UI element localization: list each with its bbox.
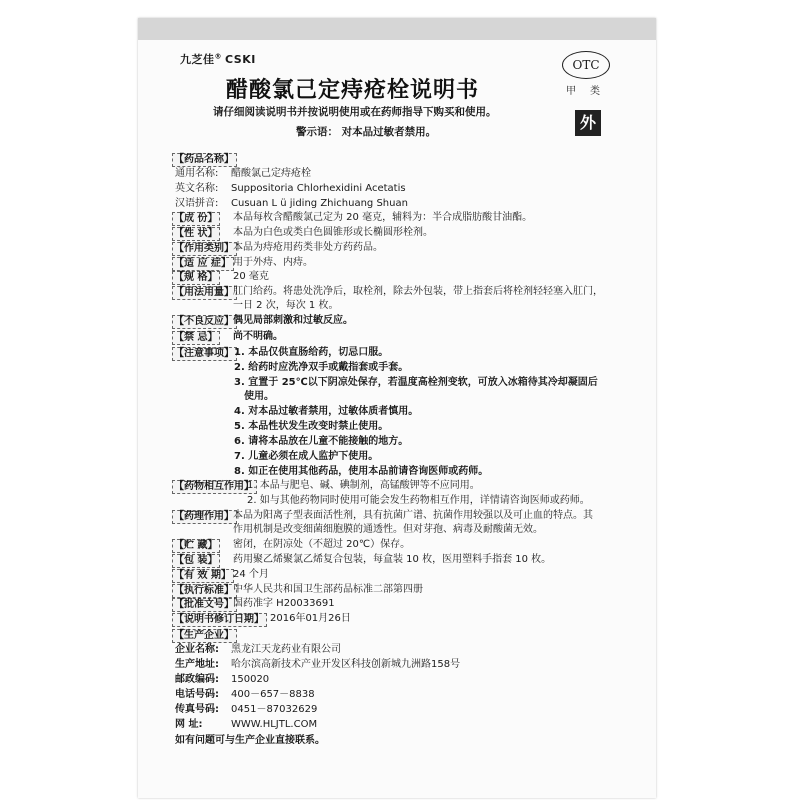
address-label: 生产地址: — [175, 659, 219, 670]
precaution-item-cont: 使用。 — [244, 391, 274, 402]
storage-label: 【贮 藏】 — [172, 539, 220, 553]
company-value: 黑龙江天龙药业有限公司 — [231, 644, 341, 655]
english-name-value: Suppositoria Chlorhexidini Acetatis — [231, 183, 406, 194]
postcode-value: 150020 — [231, 674, 270, 685]
composition-value: 本品每枚含醋酸氯己定为 20 毫克，辅料为：半合成脂肪酸甘油酯。 — [233, 212, 533, 223]
revision-value: 2016年01月26日 — [270, 613, 351, 624]
indication-label: 【适 应 症】 — [172, 257, 234, 271]
usage-line-2: 一日 2 次，每次 1 枚。 — [233, 300, 339, 311]
appearance-value: 本品为白色或类白色圆锥形或长椭圆形栓剂。 — [233, 227, 433, 238]
otc-class-label: 甲类 — [566, 86, 614, 97]
pinyin-label: 汉语拼音: — [175, 198, 219, 209]
standard-label: 【执行标准】 — [172, 584, 237, 598]
storage-value: 密闭，在阴凉处（不超过 20℃）保存。 — [233, 539, 411, 550]
category-value: 本品为痔疮用药类非处方药药品。 — [233, 242, 383, 253]
contra-value: 尚不明确。 — [233, 331, 283, 342]
page-title: 醋酸氯己定痔疮栓说明书 — [226, 78, 480, 103]
drug-name-header: 【药品名称】 — [172, 153, 237, 167]
interaction-item: 1. 本品与肥皂、碱、碘制剂，高锰酸钾等不应同用。 — [247, 480, 480, 491]
manufacturer-header: 【生产企业】 — [172, 629, 237, 643]
approval-value: 国药准字 H20033691 — [233, 598, 335, 609]
english-name-label: 英文名称: — [175, 183, 219, 194]
spec-label: 【规 格】 — [172, 271, 220, 285]
address-value: 哈尔滨高新技术产业开发区科技创新城九洲路158号 — [231, 659, 461, 670]
precaution-item: 6. 请将本品放在儿童不能接触的地方。 — [234, 436, 409, 447]
standard-value: 中华人民共和国卫生部药品标准二部第四册 — [233, 584, 423, 595]
approval-label: 【批准文号】 — [172, 598, 237, 612]
appearance-label: 【性 状】 — [172, 227, 220, 241]
fax-label: 传真号码: — [175, 704, 219, 715]
phone-value: 400－657－8838 — [231, 689, 315, 700]
adverse-label: 【不良反应】 — [172, 315, 237, 329]
revision-label: 【说明书修订日期】 — [172, 613, 267, 627]
package-value: 药用聚乙烯聚氯乙烯复合包装，每盒装 10 枚，医用塑料手指套 10 枚。 — [233, 554, 552, 565]
generic-name-label: 通用名称: — [175, 168, 219, 179]
spec-value: 20 毫克 — [233, 271, 269, 282]
otc-badge: OTC — [562, 51, 610, 79]
instruction-line: 请仔细阅读说明书并按说明使用或在药师指导下购买和使用。 — [213, 106, 497, 118]
website-value: WWW.HLJTL.COM — [231, 719, 318, 730]
composition-label: 【成 份】 — [172, 212, 220, 226]
package-label: 【包 装】 — [172, 554, 220, 568]
company-label: 企业名称: — [175, 644, 219, 655]
pharmacology-label: 【药理作用】 — [172, 510, 237, 524]
usage-label: 【用法用量】 — [172, 286, 237, 300]
warning-line: 警示语： 对本品过敏者禁用。 — [296, 126, 437, 138]
website-label: 网 址: — [175, 719, 203, 730]
validity-value: 24 个月 — [233, 569, 269, 580]
precaution-item: 2. 给药时应洗净双手或戴指套或手套。 — [234, 362, 409, 373]
precaution-item: 3. 宜置于 25℃以下阴凉处保存，若温度高栓剂变软，可放入冰箱待其冷却凝固后 — [234, 377, 598, 388]
pinyin-value: Cusuan L ü jiding Zhichuang Shuan — [231, 198, 408, 209]
precaution-item: 8. 如正在使用其他药品，使用本品前请咨询医师或药师。 — [234, 466, 489, 477]
precautions-label: 【注意事项】 — [172, 347, 237, 361]
pharmacology-line-2: 作用机制是改变细菌细胞膜的通透性。但对芽孢、病毒及耐酸菌无效。 — [233, 524, 543, 535]
interaction-label: 【药物相互作用】 — [172, 480, 257, 494]
validity-label: 【有 效 期】 — [172, 569, 234, 583]
category-label: 【作用类别】 — [172, 242, 237, 256]
precaution-item: 4. 对本品过敏者禁用，过敏体质者慎用。 — [234, 406, 419, 417]
usage-line-1: 肛门给药。将患处洗净后，取栓剂，除去外包装，带上指套后将栓剂轻轻塞入肛门， — [233, 286, 603, 297]
top-gray-band — [138, 18, 656, 40]
brand-reg-mark: ® — [214, 52, 222, 61]
generic-name-value: 醋酸氯己定痔疮栓 — [231, 168, 311, 179]
interaction-item: 2. 如与其他药物同时使用可能会发生药物相互作用，详情请咨询医师或药师。 — [247, 495, 590, 506]
brand-logo — [180, 51, 256, 67]
phone-label: 电话号码: — [175, 689, 219, 700]
brand-cn: 九芝佳 — [180, 53, 215, 66]
footer-note: 如有问题可与生产企业直接联系。 — [175, 735, 325, 746]
contra-label: 【禁 忌】 — [172, 331, 220, 345]
adverse-value: 偶见局部刺激和过敏反应。 — [233, 315, 353, 326]
precaution-item: 5. 本品性状发生改变时禁止使用。 — [234, 421, 389, 432]
pharmacology-line-1: 本品为阳离子型表面活性剂，具有抗菌广谱、抗菌作用较强以及可止血的特点。其 — [233, 510, 593, 521]
fax-value: 0451－87032629 — [231, 704, 318, 715]
precaution-item: 7. 儿童必须在成人监护下使用。 — [234, 451, 379, 462]
postcode-label: 邮政编码: — [175, 674, 219, 685]
brand-en: CSKI — [225, 53, 256, 66]
external-use-mark: 外 — [575, 110, 601, 136]
indication-value: 用于外痔、内痔。 — [233, 257, 313, 268]
precaution-item: 1. 本品仅供直肠给药，切忌口服。 — [234, 347, 389, 358]
